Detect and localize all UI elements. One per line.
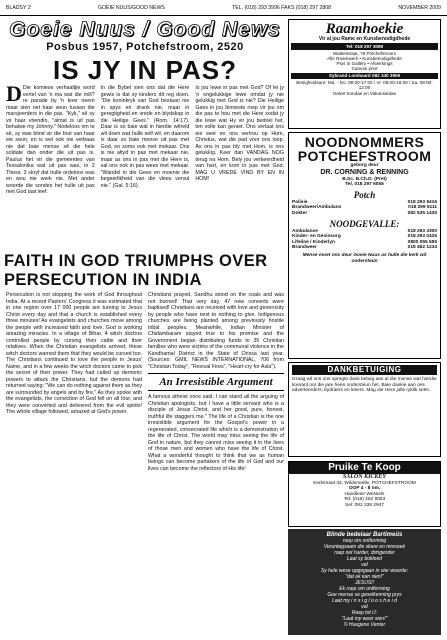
pruike-salon: SALON KICKEY (342, 474, 387, 480)
nood-sponsor: geborg deur (350, 163, 379, 168)
argument-title: An Irresistible Argument (148, 373, 284, 391)
nood-row (292, 245, 437, 251)
nood-footer: Mense moet ons deur Goeie Nuus as hulle die kerk wil ondersteun (302, 252, 427, 264)
poem-line: JESUS!! (355, 580, 374, 586)
article-column-2 (101, 85, 190, 251)
ad-contact-row: Sybrand Lombaard 082 340 3909 (291, 73, 438, 79)
ad-pruike (288, 461, 441, 527)
article-text: Die komiese verhaaltjie word vertel van 'n ma wat die mill?re parade by 'n koer neem maar sien net haar seun tussen die marsjeerders in die pas. "Kyk," sê sy vir haar vriendin, "almal is uit pas behalwe my Johnny." Nodeloos om te sê, sy was blind vir die fout van haar eie seun, en is wel ook nie verbaas nie dat baie mense sê die hele soldate dan onder die uit pas is. Paulus het vir die gemeentes van Tessalonika wat uit pas was, in 2 Thess. 3 skryf dat hulle ordeloos was en wou nie werk nie. Met ander woorde die sondes het hulle uit pas met God laat leef. (6, 85, 95, 195)
india-headline: FAITH IN GOD TRIUMPHS OVER PERSECUTION IN INDIA (4, 252, 268, 289)
nood-label: Polisie (292, 199, 308, 205)
nood-number: 018 462 1234 (407, 245, 437, 251)
poem-box (288, 529, 441, 635)
article-column-1 (6, 292, 142, 633)
poem-line: val (361, 562, 368, 568)
paper-title: Goeie Nuus / Good News (9, 18, 281, 41)
paper-address: Posbus 1957, Potchefstroom, 2520 (46, 41, 244, 53)
dank-body: Graag wil ons ons opregte dank betuig aan al die mense wat hierdie koerant oor die jare heen ondersteun het. Baie dankie aan ons adverteerders, bydraers en lesers. Mag die Here julle ryklik seën. (292, 377, 437, 394)
poem-line: Sy hele wese opgegaan in vier woorde: (320, 568, 409, 574)
argument-text: A famous atheist once said, I can stand all the arguing of Christian apologists, but I have a little servant who is a disciple of Jesus Christ, and her good, pure, honest, truthful life staggers me." The life of a Christian is the one irresistible argument for the Gospel's power in a regenerated, consecrated life which is a demonstration of the life of Christ. The world may miss seeing the life of God in nature, but they cannot miss seeing it in the lives of those men and women who have the life of Christ. What a wonderful thought to think that we as human beings can become partakers of the life of God and our lives can become the reflectors of His life! (148, 394, 284, 472)
article-india (6, 292, 284, 633)
nood-firm: DR. CORNING & RENNING (320, 168, 409, 176)
poem-line: Ek roep om ontferming (339, 586, 390, 592)
ad-address: Walterstraat, 78 Potchefstroom (332, 50, 397, 56)
pruike-hours: OOP 4 - 8 nm. (348, 486, 381, 491)
ad-note: Geleë Sondae en Vakansiedae (332, 90, 397, 96)
ad-tagline: Vir al jou Rame en Kunsbenodigdhede (318, 36, 411, 42)
poem-line: Blinde bedelaar Bartimeüs (326, 532, 403, 538)
paper-name: GOEIE NUUS/GOOD NEWS (97, 4, 165, 11)
poem-line: Gee mense se geselkenning prys (327, 592, 402, 598)
page-number: BLADSY 2 (6, 4, 31, 11)
nood-label: Lifeline / Kinderlyn (292, 239, 335, 245)
nood-label: Kinder- en Gesinsorg (292, 234, 341, 240)
poem-credit: © Huegene Venter (343, 622, 386, 628)
nood-number: 018 293 9416 (407, 199, 437, 205)
pruike-cell: Sel: 082 338 2947 (345, 502, 384, 508)
nood-number: 018 299 5111 (408, 205, 437, 211)
sidebar-ads (288, 19, 441, 459)
ad-brand: Raamhoekie (325, 21, 404, 37)
nood-subtitle: POTCHEFSTROOM (297, 148, 432, 164)
nood-number: 018 293 3300 (407, 228, 437, 234)
nood-number: 018 293 0425 (407, 234, 437, 240)
article-column-1 (6, 85, 95, 251)
pruike-title: Pruike Te Koop (289, 462, 440, 474)
pruike-address: Kerkstraat 32, Wilderstelle, POTCHEFSTROOM (313, 480, 416, 486)
nood-firm-detail: B.Sc. B.Ch.D. (Pret) (342, 176, 387, 182)
poem-line: roep net harder, dringender (334, 550, 395, 556)
ad-noodnommers (288, 132, 441, 359)
nood-label: Ambulanse (292, 228, 318, 234)
nood-section-nood: NOODGEVALLE: (329, 218, 400, 229)
ad-item: Plus in Gallery • Afwerkings (336, 61, 393, 67)
ad-hours: Besigheidsure: Ma. - Do. 08:00-17:00 / Vr. 08:00-16:00 / Sa. 09:00-12:00 (296, 80, 433, 91)
poem-line: Roep tot U: (351, 610, 378, 616)
nood-title: NOODNOMMERS (304, 134, 425, 150)
nood-label: Dokter (292, 210, 308, 216)
article-text: Christians prayed, Sandhu stood on the coals and was not burned! That very day, 47 new converts were baptised! Christians are received with love and generosity by people who have next to nothing to give. Indigenous churches are being planted among previously hostile tribal peoples. Meanwhile, Indian Minister of Chidambaram stayed true to his promise and the Government began distributing funds to 35 Christian families who were victims of the communal violence in the Kandhamal District in the State of Orissa last year. (Sources: GMIL NEWS INTERNATIONAL, 706 from "Christian Today", "Revival Fires", "Heart-cry for Asia"). (148, 292, 284, 370)
ad-item: Alle Raamwerk • Kunsbenodigdhede (327, 55, 402, 61)
nood-number: 082 535 1430 (407, 210, 437, 216)
article-text: Persecution is not stopping the work of God throughout India. At a recent Pastors' Congress it was estimated that in one region over 17 000 people are turning to Jesus Christ every day and that a church is established every three minutes! As evangelists and churches move among the people with increased faith and love, God is working amazing miracles. In a village of Bihar, 4 witch doctors controlled people by cursing their cattle and their relatives. When the Christian evangelists arrived, these witch doctors warned them that they would be cursed too. The Christians continued to love the people in Jesus' Name, and in a few weeks the witch doctors came to pick the secret of their power. They had called up demonic powers to attack the Christians, but the demons had returned saying: "We can do nothing against them as they are surrounded by angels and by fire." As they spoke with the evangelists, the conviction of God fell on all four, and they were converted and delivered from the evil spirits! The whole village followed, amazed at God's power. (6, 292, 142, 415)
poem-line: Laat my i n s i g l o o s h e i d (332, 598, 397, 604)
article-text: Is jou lewe in pas met God? Of lei jy 'n ongelukkige lewe omdat jy nie gelukkig met God is nie? Die Heilige Gees in jou binneste roep vir jou om die pas te hou met die Here sodat jy die lewe wat Hy vir jou bedoel het, ten volle kan geniet. Ons verlaat ons eie weë en ons vertrou op Hom, Christus, wat die pad voor ons loop. As ons in pas bly met Hom, is ons gelukkig. Keer dan VANDAG NOG terug na Hom. Bely jou verkeerdheid van hart, en kom in pas met God. MAG U VREDE VIND BY EN IN HOM! (195, 85, 285, 182)
article-in-pas (6, 85, 284, 251)
nood-number: 0800 055 555 (407, 239, 437, 245)
poem-line: "dat ek kan sien!" (345, 574, 384, 580)
issue-date: NOVEMBER 2009 (398, 4, 441, 11)
poem-line: "Laat my weer sien!" (341, 616, 388, 622)
pruike-phone: Tel: (018) 462 9053 (343, 497, 386, 502)
dank-title: DANKBETUIGING (292, 365, 437, 375)
article-column-3 (195, 85, 284, 251)
nood-label: Brandweer (292, 245, 317, 251)
poem-line: roep om ontferming (342, 538, 387, 544)
main-headline: IS JY IN PAS? (53, 55, 237, 85)
nood-row (292, 211, 437, 217)
ad-phone-row: Tel: 018 297 3099 (291, 43, 438, 49)
poem-line: val (361, 604, 368, 610)
contact-info: TEL. (018) 293 3996 FAKS (018) 297 2808 (232, 4, 332, 11)
pruike-person: Handleier Wessels (344, 491, 385, 497)
poem-line: Laat sy bokleed (346, 556, 383, 562)
article-column-2 (148, 292, 284, 633)
ad-dankbetuiging (288, 362, 441, 457)
nood-section-potch: Potch (353, 189, 376, 200)
ad-item: Canvas print (351, 66, 378, 72)
nood-phone: Tel. 018 297 6055 (345, 182, 384, 188)
nood-label: Brandweer/Ambulans (292, 205, 342, 211)
drop-cap: D (6, 85, 22, 106)
poem-line: Verontagsaam die skare en misnoeë (323, 544, 406, 550)
page-header-strip (0, 0, 447, 16)
masthead (6, 19, 284, 85)
ad-raamhoekie (288, 19, 441, 129)
article-text: In die Bybel sien ons dat die Here gewis is dat sy kinders dit reg doen. "Die koninkryk van God bestaan nie in spys en drank nie, maar in geregtigheid en vrede en blydskap in die Heilige Gees." (Rom. 14:17). Daar is so baie wat in hierdie wêreld wil doen wat hulle self wil, en daarom is daar so baie mense uit pas met God, en soms ook met mekaar. Ons is nie altyd in pas met mekaar nie, maar as ons in pas met die Here is, sal ons ook in pas wees met mekaar. "Wandel in die Gees en moenie die begeerlikheid van die vlees vervul nie." (Gal. 5:16). (100, 85, 190, 189)
